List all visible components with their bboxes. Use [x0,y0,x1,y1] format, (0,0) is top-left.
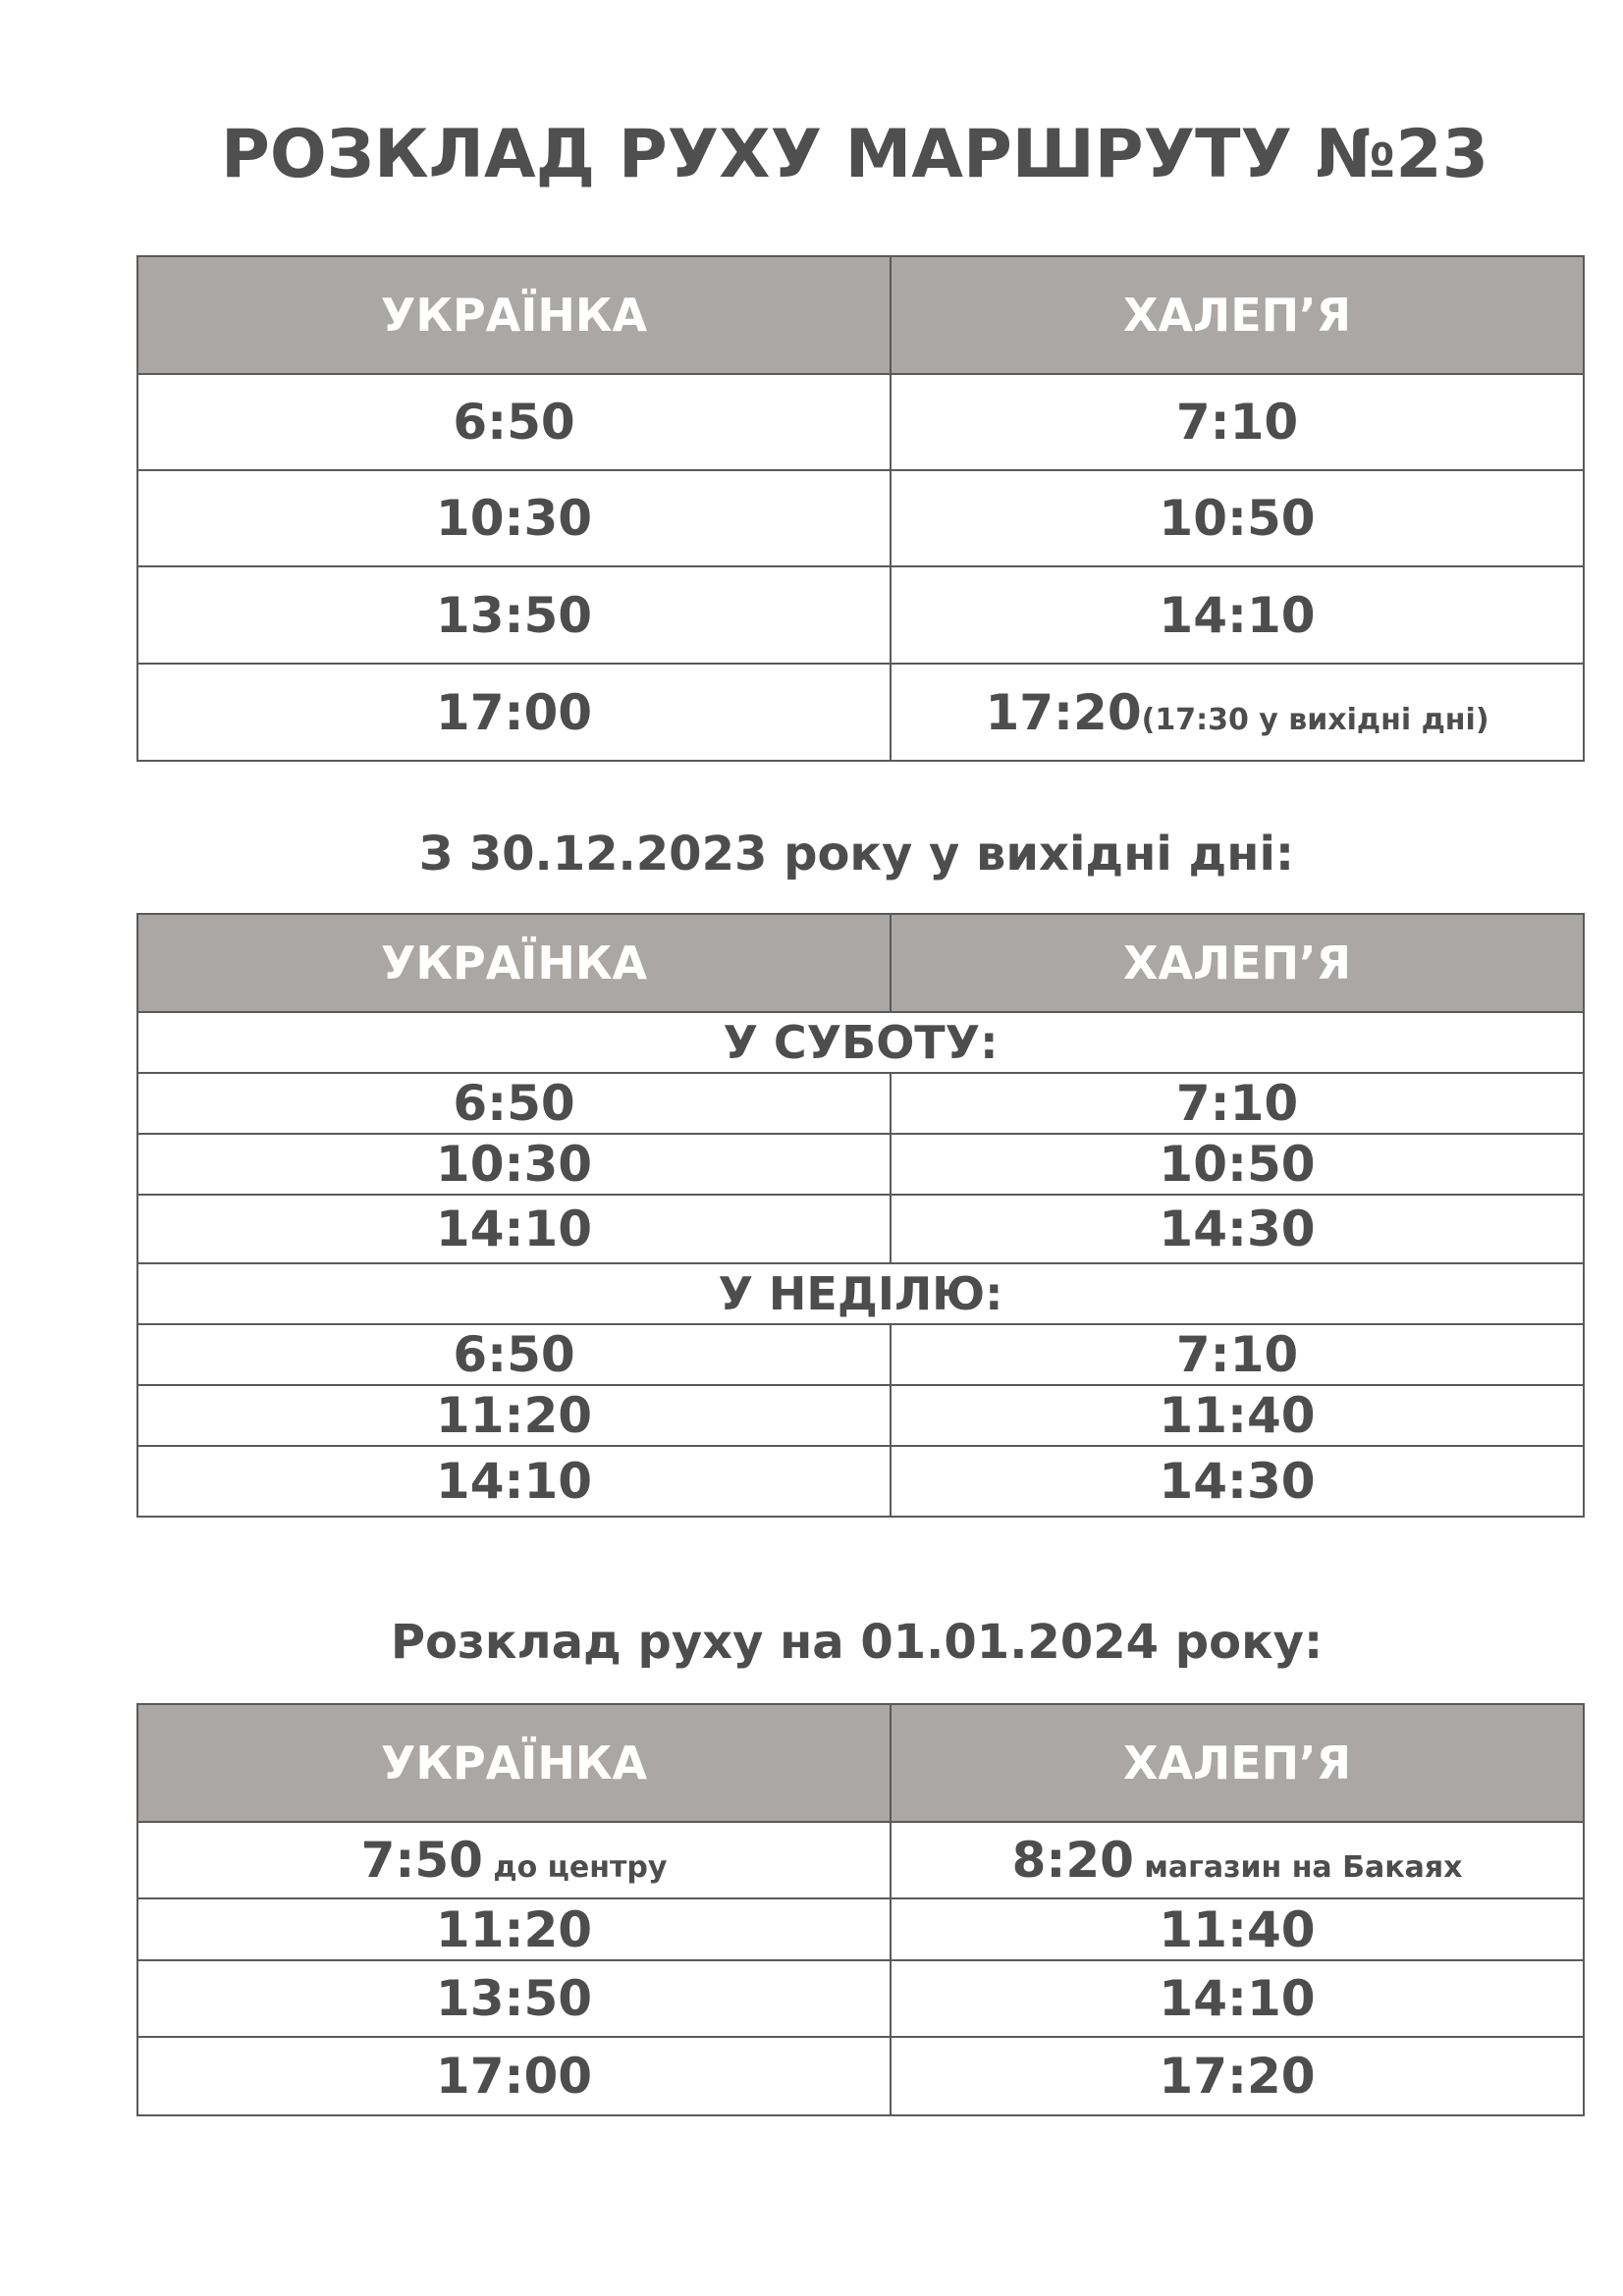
section-row-sunday [137,1263,1584,1324]
table-row [137,1385,1584,1446]
table-row [137,470,1584,566]
schedule-table-weekday [136,255,1585,762]
time-cell: 7:10 [891,1324,1584,1385]
table-row [137,1073,1584,1134]
time-cell: 7:10 [891,1073,1584,1134]
time-cell: 14:30 [891,1446,1584,1517]
destination-note: до центру [482,1850,668,1885]
time-cell: 11:40 [891,1385,1584,1446]
table-row [137,1960,1584,2037]
saturday-label: У СУБОТУ: [137,1012,1584,1073]
schedule-table-weekend [136,913,1585,1518]
time-cell: 11:20 [137,1898,891,1960]
time-cell: 6:50 [137,374,891,470]
time-cell: 14:10 [891,1960,1584,2037]
time-cell: 14:30 [891,1195,1584,1263]
sunday-label: У НЕДІЛЮ: [137,1263,1584,1324]
time-cell: 10:30 [137,1134,891,1195]
table-row [137,1446,1584,1517]
table-row [137,1195,1584,1263]
destination-note: магазин на Бакаях [1133,1850,1463,1885]
table-row [137,374,1584,470]
weekend-subtitle: З 30.12.2023 року у вихідні дні: [418,827,1295,881]
table-row [137,1822,1584,1898]
header-khalepya: ХАЛЕП’Я [891,914,1584,1012]
time-cell: 7:10 [891,374,1584,470]
schedule-table-holiday [136,1703,1585,2116]
page-title: РОЗКЛАД РУХУ МАРШРУТУ №23 [221,116,1489,193]
time-cell-with-note [137,1822,891,1898]
time-cell: 11:40 [891,1898,1584,1960]
time-cell-with-note [891,664,1584,761]
table-row [137,1324,1584,1385]
time-value: 8:20 [1011,1832,1134,1889]
table-row [137,566,1584,664]
time-cell: 14:10 [891,566,1584,664]
table-header-row [137,914,1584,1012]
section-row-saturday [137,1012,1584,1073]
table-header-row [137,256,1584,374]
time-cell: 14:10 [137,1195,891,1263]
time-cell: 17:00 [137,2037,891,2115]
time-cell: 17:00 [137,664,891,761]
time-cell: 11:20 [137,1385,891,1446]
time-value: 7:50 [360,1832,483,1889]
time-cell-with-note [891,1822,1584,1898]
header-khalepya: ХАЛЕП’Я [891,256,1584,374]
time-cell: 10:30 [137,470,891,566]
table-row [137,2037,1584,2115]
table-row [137,664,1584,761]
time-cell: 10:50 [891,470,1584,566]
time-cell: 13:50 [137,1960,891,2037]
table-row [137,1898,1584,1960]
time-cell: 17:20 [891,2037,1584,2115]
time-cell: 6:50 [137,1073,891,1134]
table-row [137,1134,1584,1195]
time-cell: 6:50 [137,1324,891,1385]
header-ukrainka: УКРАЇНКА [137,256,891,374]
weekend-note: (17:30 у вихідні дні) [1141,702,1489,737]
header-ukrainka: УКРАЇНКА [137,1704,891,1822]
time-value: 17:20 [985,683,1142,741]
time-cell: 10:50 [891,1134,1584,1195]
header-khalepya: ХАЛЕП’Я [891,1704,1584,1822]
time-cell: 13:50 [137,566,891,664]
table-header-row [137,1704,1584,1822]
time-cell: 14:10 [137,1446,891,1517]
header-ukrainka: УКРАЇНКА [137,914,891,1012]
holiday-subtitle: Розклад руху на 01.01.2024 року: [390,1615,1324,1670]
